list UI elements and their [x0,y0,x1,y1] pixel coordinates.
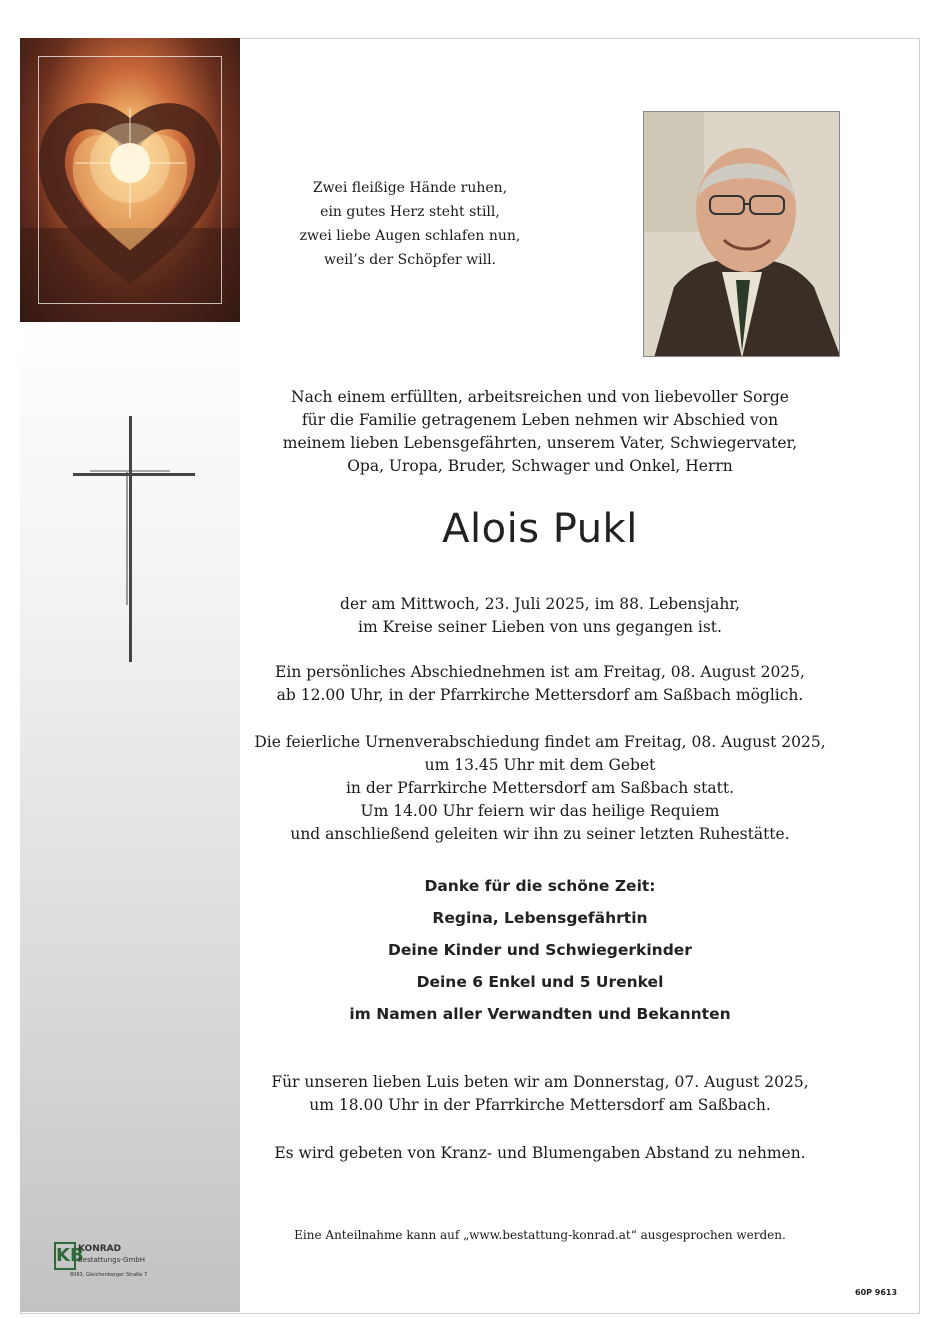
ceremony-line: und anschließend geleiten wir ihn zu seiner letzten Ruhestätte. [290,825,790,843]
prayer-line: um 18.00 Uhr in der Pfarrkirche Mettersdorf am Saßbach. [309,1096,771,1114]
portrait-illustration [644,112,840,357]
intro-paragraph [250,386,830,478]
logo-subtitle: Bestattungs-GmbH [78,1256,145,1264]
intro-line: Nach einem erfüllten, arbeitsreichen und von liebevoller Sorge [291,388,789,406]
condolence-note: Eine Anteilnahme kann auf „www.bestattung-konrad.at“ ausgesprochen werden. [294,1228,786,1242]
thanks-line: Regina, Lebensgefährtin [432,909,648,927]
logo-brand: KONRAD [78,1244,122,1254]
thanks-line: Danke für die schöne Zeit: [424,877,656,895]
logo-mark: KB [54,1242,76,1270]
prayer-paragraph [250,1071,830,1117]
intro-line: Opa, Uropa, Bruder, Schwager und Onkel, Herrn [347,457,733,475]
verse-line: weil’s der Schöpfer will. [323,252,496,268]
image-frame [38,56,222,304]
cross-horizontal-bar [73,473,195,476]
deceased-name: Alois Pukl [442,506,638,552]
ceremony-line: Um 14.00 Uhr feiern wir das heilige Requiem [360,802,720,820]
death-line: der am Mittwoch, 23. Juli 2025, im 88. Lebensjahr, [340,595,740,613]
intro-line: für die Familie getragenem Leben nehmen wir Abschied von [301,411,779,429]
farewell-paragraph [250,661,830,707]
ceremony-line: um 13.45 Uhr mit dem Gebet [424,756,656,774]
cross-shadow-vertical [126,470,128,605]
thanks-block [250,870,830,1030]
memorial-verse [260,176,560,272]
death-paragraph [250,593,830,639]
ceremony-paragraph [250,731,830,846]
intro-line: meinem lieben Lebensgefährten, unserem Vater, Schwiegervater, [282,434,798,452]
document-code: 60P 9613 [855,1288,898,1297]
verse-line: Zwei fleißige Hände ruhen, [312,180,508,196]
thanks-line: Deine 6 Enkel und 5 Urenkel [416,973,664,991]
verse-line: ein gutes Herz steht still, [320,204,500,220]
prayer-line: Für unseren lieben Luis beten wir am Donnerstag, 07. August 2025, [271,1073,809,1091]
death-line: im Kreise seiner Lieben von uns gegangen ist. [358,618,722,636]
verse-line: zwei liebe Augen schlafen nun, [299,228,521,244]
thanks-line: im Namen aller Verwandten und Bekannten [349,1005,731,1023]
funeral-home-logo [54,1242,164,1282]
farewell-line: ab 12.00 Uhr, in der Pfarrkirche Mettersdorf am Saßbach möglich. [276,686,804,704]
ceremony-line: in der Pfarrkirche Mettersdorf am Saßbach statt. [345,779,735,797]
thanks-line: Deine Kinder und Schwiegerkinder [388,941,692,959]
farewell-line: Ein persönliches Abschiednehmen ist am Freitag, 08. August 2025, [275,663,805,681]
cross-vertical-bar [129,416,132,662]
request-paragraph: Es wird gebeten von Kranz- und Blumengaben Abstand zu nehmen. [274,1144,806,1162]
heart-hands-sunset-image [20,38,240,322]
ceremony-line: Die feierliche Urnenverabschiedung findet am Freitag, 08. August 2025, [254,733,826,751]
deceased-portrait [643,111,840,357]
logo-address: 8083, Gleichenberger Straße 7 [70,1272,148,1278]
